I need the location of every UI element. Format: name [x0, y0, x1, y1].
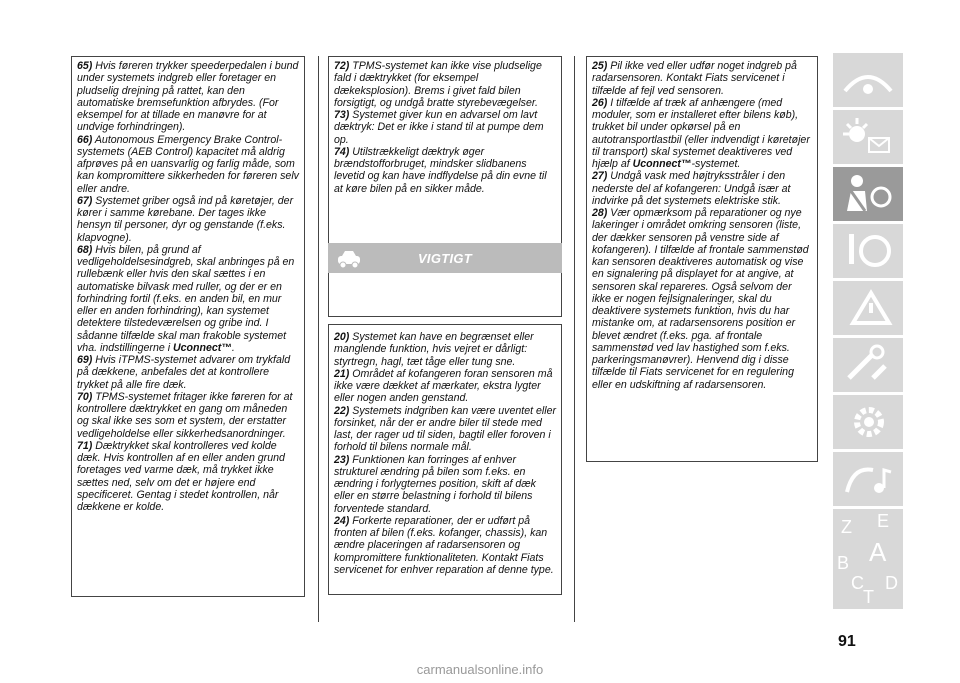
note-text: Autonomous Emergency Brake Control-systemets (AEB Control) kapacitet må aldrig afprøves på en uansvarlig og farlig måde, som kan kompromittere sikkerheden for føreren selv eller andre.: [77, 133, 299, 195]
note-number: 68): [77, 243, 93, 256]
important-title: VIGTIGT: [417, 251, 473, 266]
column-divider: [318, 56, 319, 622]
index-letter: C: [851, 573, 864, 593]
note-number: 73): [334, 109, 350, 121]
note-number: 20): [334, 331, 350, 343]
column-divider: [574, 56, 575, 622]
warning-column-1: [71, 56, 305, 597]
note-text: Funktionen kan forringes af enhver strukturel ændring på bilen som f.eks. en ændring i forlygternes position, skift af dæk eller en større belastning i forhold til bilens forventede standard.: [334, 453, 536, 515]
note-number: 27): [592, 170, 608, 183]
note-text: I tilfælde af træk af anhængere (med moduler, som er installeret efter bilens køb), trukket bil under opkørsel på en autotransportlastbil (eller indvendigt i køretøjer til transport) skal systemet deaktiveres ved hjælp af: [592, 96, 810, 170]
tab-dashboard[interactable]: [833, 53, 903, 107]
note-item: [592, 170, 812, 207]
tab-lights[interactable]: [833, 110, 903, 164]
index-letter: A: [869, 537, 887, 567]
note-text: Hvis føreren trykker speederpedalen i bund under systemets indgreb eller foretager en pludselig drejning på rattet, kan den automatiske bremsefunktion afbrydes. (For eksempel for at tillade en manøvre for at undvige forhindringen).: [77, 60, 299, 134]
note-item: [77, 244, 299, 354]
chapter-tabs: [833, 53, 903, 613]
note-number: 23): [334, 453, 350, 466]
tab-technical[interactable]: [833, 395, 903, 449]
note-text: Området af kofangeren foran sensoren må ikke være dækket af mærkater, ekstra lygter eller nogen anden genstand.: [334, 367, 553, 405]
index-letter: B: [837, 553, 850, 573]
note-item: [77, 354, 299, 391]
index-letter: E: [877, 511, 890, 531]
note-number: 21): [334, 367, 350, 380]
tab-multimedia[interactable]: [833, 452, 903, 506]
note-item: [77, 391, 299, 440]
car-dashboard-icon: [833, 53, 903, 107]
note-text: Utilstrækkeligt dæktryk øger brændstofforbruget, mindsker slidbanens levetid og kan have indflydelse på din evne til at køre bilen på en sikker måde.: [334, 145, 547, 195]
note-item: [77, 195, 299, 244]
note-text: Systemet griber også ind på køretøjer, der kører i samme kørebane. Der tages ikke hensyn til personer, dyr og genstande (f.eks. klapvogne).: [77, 194, 294, 244]
wrench-steering-icon: [833, 224, 903, 278]
note-item: [334, 515, 556, 576]
note-item: [77, 134, 299, 195]
note-text: Hvis iTPMS-systemet advarer om trykfald på dækkene, anbefales det at kontrollere trykket på alle fire dæk.: [77, 354, 291, 391]
note-number: 22): [334, 404, 350, 417]
note-item: [334, 331, 556, 368]
note-tail: .: [231, 341, 235, 354]
warning-triangle-icon: [833, 281, 903, 335]
note-number: 74): [334, 145, 350, 158]
index-letter: T: [863, 587, 874, 607]
note-item: [77, 440, 299, 514]
important-notes: [328, 324, 562, 595]
watermark: carmanualsonline.info: [416, 662, 544, 677]
note-number: 28): [592, 207, 608, 219]
note-item: [334, 109, 556, 146]
note-item: [592, 97, 812, 171]
note-text: Forkerte reparationer, der er udført på fronten af bilen (f.eks. kofanger, chassis), kan ændre placeringen af radarsensoren og kompromittere funktionaliteten. Kontakt Fiats servicenet for enhver reparation af denne type.: [334, 514, 554, 576]
note-text: Systemet kan have en begrænset eller manglende funktion, hvis vejret er dårligt: styrtregn, hagl, tæt tåge eller tung sne.: [334, 331, 534, 368]
gear-icon: [833, 395, 903, 449]
note-text: Vær opmærksom på reparationer og nye lakeringer i området omkring sensoren (liste, der dækker sensoren på venstre side af kofangeren). I tilfælde af frontale sammenstød kan sensoren deaktiveres automatisk og vise en signalering på displayet for at angive, at sensoren skal repareres. Også selvom der ikke er nogen fejlsignaleringer, skal du deaktivere systemets funktion, hvis du har mistanke om, at radarsensorens position er blevet ændret (f.eks. pga. af frontale sammenstød ved lav hastighed som f.eks. parkeringsmanøvrer). Henvend dig i disse tilfælde til Fiats servicenet for en regulering eller en udskiftning af radarsensoren.: [592, 207, 809, 391]
note-text: Dæktrykket skal kontrolleres ved kolde dæk. Hvis kontrollen af en eller anden grund foretages ved varme dæk, må trykket ikke sættes ned, selv om det er højere end specificeret. Gentag i stedet kontrollen, når dækkene er kolde.: [77, 439, 285, 513]
note-item: [334, 368, 556, 405]
note-number: 69): [77, 354, 93, 366]
navigation-music-icon: [833, 452, 903, 506]
note-text: Pil ikke ved eller udfør noget indgreb på radarsensoren. Kontakt Fiats servicenet i tilfælde af fejl ved sensoren.: [592, 60, 797, 97]
note-number: 66): [77, 133, 93, 146]
note-text: Undgå vask med højtryksstråler i den nederste del af kofangeren: Undgå især at indvirke på det systemets elektriske stik.: [592, 170, 791, 207]
index-letters-icon: [833, 509, 903, 609]
note-number: 24): [334, 514, 350, 527]
note-text: Hvis bilen, på grund af vedligeholdelsesindgreb, skal anbringes på en rullebænk eller hvis den skal sættes i en automatiske bilvask med ruller, og der er en forhindring fortil (f.eks. en anden bil, en mur eller en anden forhindring), kan systemet detektere tilstedeværelsen og gribe ind. I sådanne tilfælde skal man frakoble systemet vha. indstillingerne i: [77, 243, 295, 354]
note-tail: -systemet.: [691, 158, 741, 170]
tools-icon: [833, 338, 903, 392]
tab-index[interactable]: [833, 509, 903, 609]
note-emphasis: Uconnect™: [632, 158, 692, 170]
page-number: 91: [838, 633, 856, 650]
note-text: TPMS-systemet fritager ikke føreren for at kontrollere dæktrykket en gang om måneden og skal ikke ses som et system, der erstatter vedligeholdelse eller sikkerhedsanordninger.: [77, 390, 293, 440]
note-item: [334, 454, 556, 515]
seatbelt-airbag-icon: [833, 167, 903, 221]
warning-column-3: [586, 56, 818, 462]
note-number: 70): [77, 390, 93, 403]
note-emphasis: Uconnect™: [173, 341, 232, 354]
tab-maintenance[interactable]: [833, 338, 903, 392]
note-item: [334, 146, 556, 195]
tab-emergency[interactable]: [833, 281, 903, 335]
note-item: [334, 60, 556, 109]
lights-mail-icon: [833, 110, 903, 164]
note-number: 65): [77, 60, 93, 72]
note-number: 67): [77, 194, 93, 207]
index-letter: Z: [841, 517, 852, 537]
note-number: 25): [592, 60, 608, 72]
note-text: TPMS-systemet kan ikke vise pludselige fald i dæktrykket (for eksempel dækeksplosion). Brems i givet fald bilen forsigtigt, og undgå bratte styrebevægelser.: [334, 60, 542, 109]
note-text: Systemet giver kun en advarsel om lavt dæktryk: Det er ikke i stand til at pumpe dem op.: [334, 109, 544, 146]
note-number: 71): [77, 439, 93, 452]
note-item: [334, 405, 556, 454]
note-item: [592, 207, 812, 391]
note-number: 26): [592, 96, 608, 109]
note-number: 72): [334, 60, 350, 72]
note-item: [592, 60, 812, 97]
index-letter: D: [885, 573, 898, 593]
note-item: [77, 60, 299, 134]
warning-column-2: [328, 56, 562, 317]
tab-safety[interactable]: [833, 167, 903, 221]
important-banner: [328, 243, 562, 273]
tab-driving[interactable]: [833, 224, 903, 278]
note-text: Systemets indgriben kan være uventet eller forsinket, når der er andre biler til stede med last, der rager ud til siden, bagtil eller foroven i forhold til bilens normale mål.: [334, 404, 556, 454]
